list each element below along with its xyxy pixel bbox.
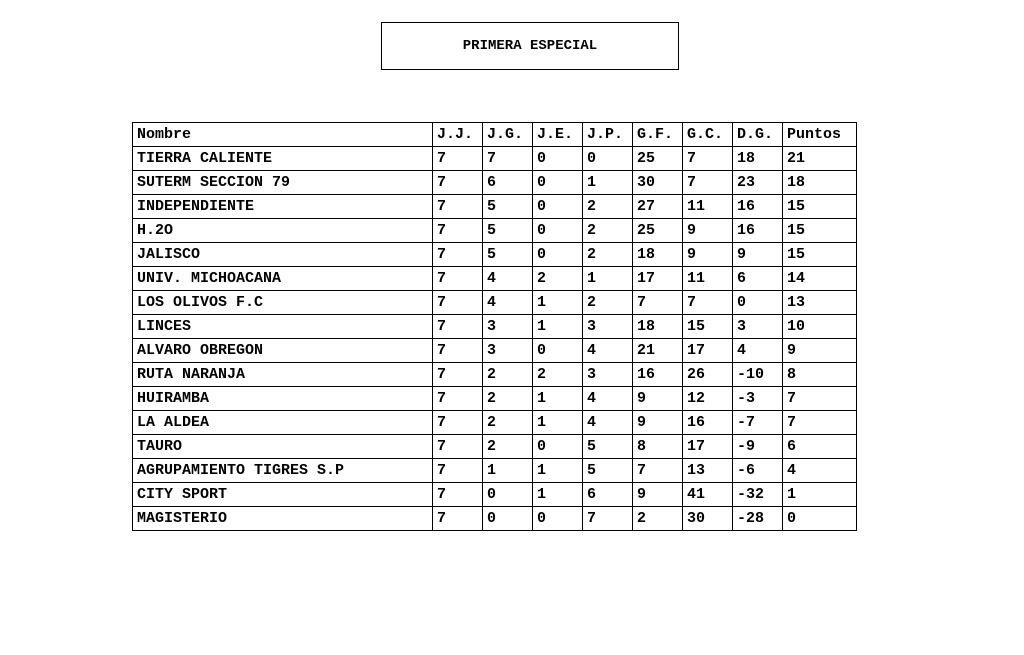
header-cell: Nombre xyxy=(133,123,433,147)
points-cell: 7 xyxy=(783,387,857,411)
lost-cell: 2 xyxy=(583,195,633,219)
goals-for-cell: 2 xyxy=(633,507,683,531)
played-cell: 7 xyxy=(433,363,483,387)
goals-for-cell: 7 xyxy=(633,291,683,315)
points-cell: 15 xyxy=(783,219,857,243)
played-cell: 7 xyxy=(433,411,483,435)
played-cell: 7 xyxy=(433,507,483,531)
goals-against-cell: 7 xyxy=(683,171,733,195)
played-cell: 7 xyxy=(433,195,483,219)
goal-difference-cell: 0 xyxy=(733,291,783,315)
team-name-cell: RUTA NARANJA xyxy=(133,363,433,387)
table-row xyxy=(133,459,857,483)
played-cell: 7 xyxy=(433,267,483,291)
drawn-cell: 1 xyxy=(533,291,583,315)
table-row xyxy=(133,315,857,339)
won-cell: 0 xyxy=(483,483,533,507)
team-name-cell: ALVARO OBREGON xyxy=(133,339,433,363)
lost-cell: 2 xyxy=(583,243,633,267)
goal-difference-cell: 9 xyxy=(733,243,783,267)
team-name-cell: INDEPENDIENTE xyxy=(133,195,433,219)
header-cell: G.F. xyxy=(633,123,683,147)
team-name-cell: SUTERM SECCION 79 xyxy=(133,171,433,195)
points-cell: 18 xyxy=(783,171,857,195)
lost-cell: 3 xyxy=(583,363,633,387)
table-row xyxy=(133,147,857,171)
points-cell: 8 xyxy=(783,363,857,387)
points-cell: 10 xyxy=(783,315,857,339)
team-name-cell: AGRUPAMIENTO TIGRES S.P xyxy=(133,459,433,483)
goals-against-cell: 13 xyxy=(683,459,733,483)
drawn-cell: 1 xyxy=(533,459,583,483)
drawn-cell: 0 xyxy=(533,507,583,531)
goal-difference-cell: 4 xyxy=(733,339,783,363)
team-name-cell: LOS OLIVOS F.C xyxy=(133,291,433,315)
header-cell: D.G. xyxy=(733,123,783,147)
team-name-cell: HUIRAMBA xyxy=(133,387,433,411)
points-cell: 7 xyxy=(783,411,857,435)
drawn-cell: 0 xyxy=(533,243,583,267)
goals-against-cell: 7 xyxy=(683,291,733,315)
standings-table xyxy=(132,122,857,531)
won-cell: 2 xyxy=(483,411,533,435)
goals-for-cell: 8 xyxy=(633,435,683,459)
team-name-cell: CITY SPORT xyxy=(133,483,433,507)
lost-cell: 3 xyxy=(583,315,633,339)
won-cell: 4 xyxy=(483,291,533,315)
won-cell: 0 xyxy=(483,507,533,531)
goal-difference-cell: 18 xyxy=(733,147,783,171)
lost-cell: 5 xyxy=(583,435,633,459)
points-cell: 0 xyxy=(783,507,857,531)
page-title: PRIMERA ESPECIAL xyxy=(381,22,679,70)
goals-against-cell: 16 xyxy=(683,411,733,435)
played-cell: 7 xyxy=(433,435,483,459)
goals-against-cell: 17 xyxy=(683,339,733,363)
lost-cell: 1 xyxy=(583,267,633,291)
goals-against-cell: 7 xyxy=(683,147,733,171)
table-row xyxy=(133,387,857,411)
played-cell: 7 xyxy=(433,171,483,195)
lost-cell: 0 xyxy=(583,147,633,171)
team-name-cell: H.2O xyxy=(133,219,433,243)
points-cell: 6 xyxy=(783,435,857,459)
goals-for-cell: 9 xyxy=(633,411,683,435)
goal-difference-cell: 16 xyxy=(733,219,783,243)
points-cell: 14 xyxy=(783,267,857,291)
won-cell: 5 xyxy=(483,219,533,243)
header-cell: J.P. xyxy=(583,123,633,147)
table-body xyxy=(133,147,857,531)
won-cell: 5 xyxy=(483,195,533,219)
table-row xyxy=(133,219,857,243)
won-cell: 4 xyxy=(483,267,533,291)
played-cell: 7 xyxy=(433,219,483,243)
table-row xyxy=(133,339,857,363)
team-name-cell: LA ALDEA xyxy=(133,411,433,435)
goals-for-cell: 21 xyxy=(633,339,683,363)
won-cell: 3 xyxy=(483,315,533,339)
goals-against-cell: 11 xyxy=(683,195,733,219)
goals-for-cell: 27 xyxy=(633,195,683,219)
points-cell: 1 xyxy=(783,483,857,507)
points-cell: 13 xyxy=(783,291,857,315)
goals-against-cell: 9 xyxy=(683,219,733,243)
lost-cell: 1 xyxy=(583,171,633,195)
goals-against-cell: 12 xyxy=(683,387,733,411)
won-cell: 2 xyxy=(483,387,533,411)
drawn-cell: 0 xyxy=(533,219,583,243)
goals-against-cell: 9 xyxy=(683,243,733,267)
team-name-cell: TIERRA CALIENTE xyxy=(133,147,433,171)
lost-cell: 2 xyxy=(583,219,633,243)
drawn-cell: 1 xyxy=(533,315,583,339)
table-row xyxy=(133,483,857,507)
goals-for-cell: 18 xyxy=(633,315,683,339)
lost-cell: 5 xyxy=(583,459,633,483)
goals-for-cell: 16 xyxy=(633,363,683,387)
lost-cell: 7 xyxy=(583,507,633,531)
goal-difference-cell: -6 xyxy=(733,459,783,483)
goal-difference-cell: -28 xyxy=(733,507,783,531)
drawn-cell: 0 xyxy=(533,195,583,219)
drawn-cell: 2 xyxy=(533,363,583,387)
goals-for-cell: 30 xyxy=(633,171,683,195)
points-cell: 15 xyxy=(783,195,857,219)
header-cell: Puntos xyxy=(783,123,857,147)
goal-difference-cell: -7 xyxy=(733,411,783,435)
points-cell: 15 xyxy=(783,243,857,267)
goals-against-cell: 11 xyxy=(683,267,733,291)
lost-cell: 2 xyxy=(583,291,633,315)
played-cell: 7 xyxy=(433,459,483,483)
header-cell: J.J. xyxy=(433,123,483,147)
points-cell: 21 xyxy=(783,147,857,171)
table-row xyxy=(133,171,857,195)
played-cell: 7 xyxy=(433,147,483,171)
points-cell: 4 xyxy=(783,459,857,483)
played-cell: 7 xyxy=(433,483,483,507)
team-name-cell: LINCES xyxy=(133,315,433,339)
header-cell: J.E. xyxy=(533,123,583,147)
goal-difference-cell: -9 xyxy=(733,435,783,459)
table-row xyxy=(133,411,857,435)
table-row xyxy=(133,267,857,291)
goal-difference-cell: 6 xyxy=(733,267,783,291)
played-cell: 7 xyxy=(433,339,483,363)
goals-against-cell: 41 xyxy=(683,483,733,507)
drawn-cell: 2 xyxy=(533,267,583,291)
lost-cell: 4 xyxy=(583,339,633,363)
table-row xyxy=(133,291,857,315)
goals-for-cell: 9 xyxy=(633,483,683,507)
points-cell: 9 xyxy=(783,339,857,363)
table-row xyxy=(133,435,857,459)
goals-against-cell: 15 xyxy=(683,315,733,339)
table-row xyxy=(133,243,857,267)
goals-against-cell: 30 xyxy=(683,507,733,531)
table-row xyxy=(133,195,857,219)
goal-difference-cell: 23 xyxy=(733,171,783,195)
goals-for-cell: 17 xyxy=(633,267,683,291)
goal-difference-cell: -3 xyxy=(733,387,783,411)
goals-for-cell: 9 xyxy=(633,387,683,411)
won-cell: 2 xyxy=(483,435,533,459)
drawn-cell: 0 xyxy=(533,147,583,171)
goals-for-cell: 18 xyxy=(633,243,683,267)
goal-difference-cell: -10 xyxy=(733,363,783,387)
lost-cell: 6 xyxy=(583,483,633,507)
goals-for-cell: 25 xyxy=(633,219,683,243)
team-name-cell: TAURO xyxy=(133,435,433,459)
team-name-cell: JALISCO xyxy=(133,243,433,267)
table-row xyxy=(133,363,857,387)
header-cell: J.G. xyxy=(483,123,533,147)
table-header-row xyxy=(133,123,857,147)
goals-against-cell: 17 xyxy=(683,435,733,459)
goal-difference-cell: 16 xyxy=(733,195,783,219)
played-cell: 7 xyxy=(433,291,483,315)
header-cell: G.C. xyxy=(683,123,733,147)
drawn-cell: 0 xyxy=(533,171,583,195)
won-cell: 7 xyxy=(483,147,533,171)
won-cell: 6 xyxy=(483,171,533,195)
team-name-cell: MAGISTERIO xyxy=(133,507,433,531)
lost-cell: 4 xyxy=(583,387,633,411)
won-cell: 1 xyxy=(483,459,533,483)
drawn-cell: 0 xyxy=(533,435,583,459)
drawn-cell: 1 xyxy=(533,411,583,435)
won-cell: 3 xyxy=(483,339,533,363)
goal-difference-cell: 3 xyxy=(733,315,783,339)
drawn-cell: 1 xyxy=(533,387,583,411)
goal-difference-cell: -32 xyxy=(733,483,783,507)
goals-for-cell: 25 xyxy=(633,147,683,171)
lost-cell: 4 xyxy=(583,411,633,435)
goals-against-cell: 26 xyxy=(683,363,733,387)
drawn-cell: 1 xyxy=(533,483,583,507)
won-cell: 2 xyxy=(483,363,533,387)
played-cell: 7 xyxy=(433,387,483,411)
team-name-cell: UNIV. MICHOACANA xyxy=(133,267,433,291)
played-cell: 7 xyxy=(433,243,483,267)
goals-for-cell: 7 xyxy=(633,459,683,483)
won-cell: 5 xyxy=(483,243,533,267)
table-row xyxy=(133,507,857,531)
drawn-cell: 0 xyxy=(533,339,583,363)
played-cell: 7 xyxy=(433,315,483,339)
